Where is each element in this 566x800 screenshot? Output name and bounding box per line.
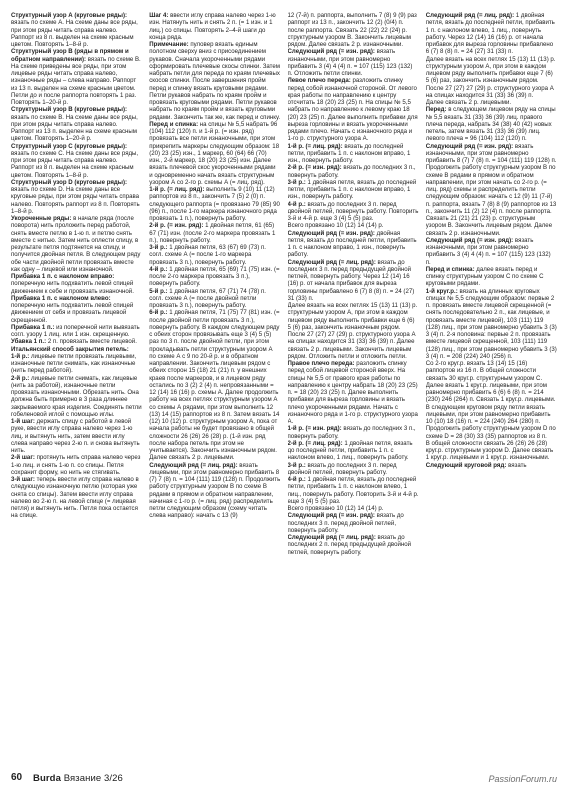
paragraph-text: вязать по схеме А. На схеме даны все ряды, при этом ряды читать справа налево. Раппорт из 8 п. выделен на схеме красным цветом. Повторять 1–8-й р. [11,19,138,48]
paragraph [11,215,142,273]
paragraph-heading: 1-й р. (= лиц. ряд): [149,186,205,193]
page-number: 60 [11,772,23,783]
paragraph-text: 1 двойная петля, 61 (65) 67 (71) изн. (после 2-го маркера провязать 1 п.), повернуть работу. [149,222,276,244]
text-column-3 [288,12,419,764]
paragraph-text: Всего провязано 10 (12) 14 (14) р. [287,505,384,512]
paragraph-heading: Следующий ряд (= лиц. ряд): [287,258,376,266]
paragraph-text: вязать до последних 3 п. перед двойной петлей, повернуть работу. [287,512,404,534]
paragraph-text: 1 двойная петля, 63 (67) 69 (73) п. согл. схеме А (= после 1-го маркера провязать 3 п.), повернуть работу. [149,244,266,266]
paragraph [288,505,419,512]
paragraph [426,462,557,469]
paragraph-text: вязать по схеме D. На схеме даны все круговые ряды, при этом ряды читать справа налево. Повторять раппорт из 8 п. Повторять 1–8-й р. [11,186,140,215]
paragraph-text: лицевые петли снимать, как лицевые (нить за работой), изнаночные петли провязать изнаночными. Обрезать нить. Она должна быть примерно в 3 раза длиннее закрываемого края изделия. Соединять петли гобеленовой иглой с помощью иглы. [11,374,142,418]
paragraph-text: В общей сложности связать 26 (26) 26 (28) круг.р. структурным узором D. Далее связать 1 круг.р. лицевыми и 1 круг.р. изнаночными. [425,439,554,462]
paragraph [11,418,142,454]
paragraph-text: вязать до последних 3 п. перед предыдущей двойной петлей, повернуть работу. Через 12 (14) 16 (16) р. от начала прибавок для выреза горловины прибавлено 6 (7) 8 (8) п. = 24 (27) 31 (33) п. [287,258,415,302]
paragraph-text: 1 двойная петля, 71 (75) 77 (81) изн. (= после двойной петли провязать 3 п.), повернуть работу. В каждом следующем ряду с обеих сторон провязывать еще 3 (4) 5 (5) раз по 3 п. после двойной петли, при этом прокладывать петли структурным узором А по схеме А с 9 по 20-й р. и в обратном направлении. Закончить лицевым рядом с обеих сторон 15 (18) 21 (21) п. у внешних краев после маркеров, и в лицевом ряду остались по 3 (2) 2 (4) п. непровязанными = 12 (14) 16 (16) р. схемы А. Далее продолжить работу на всех петлях структурным узором А со схемы А рядами, при этом выполнить 12 (13) 14 (15) раппортов из 8 п. Затем вязать 14 (12) 10 (12) р. структурным узором А, пока от начала работы не будет провязано в общей сложности 26 (26) 26 (28) р. (1-й изн. ряд после набора петель при этом не учитывается). Закончить изнаночным рядом. Далее связать 2 р. лицевыми. [149,309,280,462]
text-column-4 [426,12,557,764]
paragraph-heading: 1-й р. (= лиц. ряд): [287,142,343,150]
watermark: PassionForum.ru [488,774,557,784]
paragraph [426,440,557,462]
paragraph [11,375,142,419]
paragraph-heading: Левое плечо переда: [287,77,351,85]
paragraph-text: вязать по схеме В. На схеме приведены все ряды, при этом лицевые ряды читать справа налево, изнаночные ряды – слева направо. Раппорт из 13 п. выделен на схеме красным цветом. Петли до и после раппорта повторять 1 раз. Повторять 1–20-й р. [11,55,141,106]
paragraph-heading: 2-й р. (= изн. ряд): [149,222,204,230]
paragraph-heading: Структурный узор D (круговые ряды): [11,178,128,186]
paragraph-heading: 3-й р.: [287,461,306,469]
page-footer [11,772,557,788]
paragraph [149,309,280,461]
paragraph-text: в начале ряда (после поворота) нить проложить перед работой, снять вместе петлю в 1-ю п. и петлю снять вместе с нитью. Затем нить оплести спицу, в результате петля подтянется на спицу, и получится двойная петля. В следующем ряду обе части двойной петли провязать вместе как одну – лицевой или изнаночной. [11,215,141,273]
paragraph-heading: 3-й шаг: [11,476,35,483]
paragraph [288,201,419,223]
paragraph-text: 1 двойная петля, 67 (71) 74 (78) п. согл. схеме А (= после двойной петли провязать 3 п.), повернуть работу. [149,287,266,309]
paragraph-text: вязать до последней петли, прибавить 1 п. с наклоном вправо, 1 изн., повернуть работу. [287,142,411,164]
text-column-2 [149,12,280,764]
paragraph-heading: Структурный узор В (ряды в прямом и обратном направлении): [11,48,129,63]
paragraph [426,106,557,142]
paragraph-heading: 2-й р. (= лиц. ряд): [287,439,343,447]
paragraph [288,77,419,142]
paragraph [288,512,419,534]
paragraph [426,164,557,237]
paragraph-heading: Следующий ряд (= изн. ряд): [287,48,375,56]
paragraph-heading: Итальянский способ закрытия петель: [11,345,129,353]
paragraph [288,360,419,425]
paragraph-text: вязать изнаночными, при этом равномерно прибавить 8 (7) 7 (8) п. = 104 (111) 119 (128) п. [425,142,557,164]
paragraph [149,288,280,310]
paragraph-text: двойная петля, вязать до последней петли, прибавить 1 п. с наклоном вправо, 1 изн., повернуть работу. [287,229,417,259]
paragraph-heading: 3-й р.: [149,244,168,251]
paragraph-heading: Примечание: [149,41,189,48]
paragraph-heading: Перед: [425,106,447,114]
paragraph-heading: Следующий ряд (= изн. ряд): [287,229,375,237]
paragraph-text: вязать лицевыми, при этом равномерно прибавить 8 (7) 7 (8) п. = 104 (111) 119 (128) п. Продолжить работу структурным узором В по схеме В рядами в прямом и обратном направлении, начиная с 1-го р. (= лиц. ряд) распределить петли следующим образом (схему читать слева направо): начать с 13 (9) [149,461,281,520]
paragraph [149,244,280,266]
paragraph [288,230,419,259]
paragraph [149,12,280,41]
paragraph-text: разложить спинку перед собой лицевой стороной вверх. На спицы № 5,5 от правого края работы по направлению к центру набрать 18 (20) 23 (25) п. = 18 (20) 23 (25) п. Далее выполнить прибавки для выреза горловины и вязать плечо укороченными рядами. Начать с изнаночного ряда и 1-го р. структурного узора А. [287,360,418,425]
paragraph [288,164,419,179]
paragraph-text: поперечную нить подхватить левой спицей движением к себе и провязать изнаночной. [11,280,134,295]
paragraph-text: на спицы № 5,5 набрать 96 (104) 112 (120) п. и 1-й р. (= изн. ряд) провязать все петли изнаночными, при этом прикрепить маркеры следующим образом: 18 (20) 23 (25) изн., 1 маркер, 60 (64) 66 (70) изн., 2-й маркер, 18 (20) 23 (25) изн. Далее вязать плечевой скос укороченными рядами и одновременно начать вязать структурным узором А со 2-го р. схемы А (= лиц. ряд). [149,120,280,186]
paragraph [426,425,557,440]
paragraph [426,237,557,266]
paragraph-heading: Правое плечо переда: [287,360,355,367]
paragraph [288,534,419,556]
paragraph [149,41,280,121]
paragraph [288,222,419,229]
paragraph-text: Всего провязано 10 (12) 14 (14) р. [287,222,384,230]
paragraph-text: лицевые петли провязать лицевыми, изнаночные петли снимать, как изнаночные (нить перед работой). [11,352,137,375]
paragraph-text: вязать до последних 3 п., повернуть работу. [287,164,416,179]
paragraph-text: вязать [506,461,527,469]
paragraph-heading: 2-й р.: [11,374,30,382]
paragraph [11,338,142,345]
magazine-issue: 3/26 [104,773,123,784]
paragraph-heading: 2-й шаг: [11,454,35,462]
paragraph [11,12,142,48]
paragraph-text: вязать на длинных круговых спицах № 5,5 следующим образом: первые 2 п. провязать вместе лицевой скрещенной (= снять последовательно 2 п., как лицевые, и провязать вместе лицевой), 103 (111) 119 (128) лиц., при этом равномерно убавить 3 (3) 3 (4) п. 2-я половина: первые 2 п. провязать вместе лицевой скрещенной, 103 (111) 119 (128) лиц., при этом равномерно убавить 3 (3) 3 (4) п. = 208 (224) 240 (256) п. [425,287,557,360]
paragraph-heading: Следующий ряд (= изн. ряд): [425,142,514,150]
paragraph [11,353,142,375]
paragraph-text: 1 двойная петля, вязать до последней петли, прибавить 1 п. с наклоном вправо, 1 изн., повернуть работу. [287,178,417,201]
paragraph [288,179,419,201]
paragraph-text: в следующем лицевом ряду на спицы № 5,5 вязать 31 (33) 36 (39) лиц. правого плеча переда, набрать 34 (38) 40 (42) новых петель, затем вязать 31 (33) 36 (39) лиц. левого плеча = 96 (104) 112 (120) п. [425,106,556,143]
paragraph-text: держать спицу с работой в левой руке, ввести иглу справа налево через 1-ю лиц. и вытянуть нить, затем ввести иглу слева направо через 2-ю п. и снова вытянуть нить. [11,418,140,454]
paragraph-text: Со 2-го круг.р. вязать 13 (14) 15 (16) раппортов из 16 п. В общей сложности связать 30 круг.р. структурным узором С. [425,360,543,382]
paragraph-heading: Прибавка 1 п.: [11,323,55,331]
paragraph-heading: 1-й р.: [11,352,30,360]
paragraph-heading: Укороченные ряды: [11,215,72,222]
paragraph-text: 2 п. провязать вместе лицевой. [46,338,137,346]
paragraph-text: вязать до последних 3 п. перед двойной петлей, повернуть работу. [287,461,397,476]
paragraph-text: вязать до последних 3 п. перед двойной петлей, повернуть работу. Повторить 3-й и 4-й р. еще 3 (4) 5 (5) раз. [287,200,419,222]
paragraph-heading: 5-й р.: [149,287,168,295]
paragraph-heading: 4-й р.: [287,200,306,208]
paragraph-text: Продолжить работу структурным узором D по схеме D = 28 (30) 33 (35) раппортов из 8 п. [425,425,556,440]
paragraph-text: 1 двойная петля, вязать до последней петли, прибавить 1 п. с наклоном влево, 1 лиц., повернуть работу. [287,439,413,462]
paragraph-text: пуловер вязать единым полотном сверху вниз с присоединением рукавов. Сначала укороченными рядами сформировать плечевые скосы спинки. Затем набрать петли для переда по краям плечевых скосов спинки. После завершения пройм перед и спинку вязать круговыми рядами. Петли рукавов набрать по краям пройм и провязать круговыми рядами. Петли рукавов набрать по краям пройм и вязать круговыми рядами. Закончить так же, как перед и спинку. [149,41,281,121]
paragraph-heading: Следующий ряд (= лиц. ряд): [287,534,376,541]
paragraph-heading: Шаг 4: [149,12,169,19]
paragraph [11,143,142,179]
paragraph [426,266,557,288]
paragraph-heading: 1-й р. (= изн. ряд): [287,425,342,433]
paragraph [288,462,419,477]
paragraph-heading: 1-й круг.р.: [425,287,458,295]
paragraph-heading: Прибавка 1 п. с наклоном вправо: [11,273,115,280]
paragraph [288,143,419,165]
paragraph [149,121,280,186]
paragraph [11,346,142,353]
magazine-name: Вязание [63,773,102,784]
paragraph-text: далее вязать перед и спинку структурным узором С по схеме С круговыми рядами. [425,265,544,288]
paragraph [11,295,142,324]
paragraph-heading: Структурный узор С (круговые ряды): [11,142,128,150]
paragraph-text: Далее связать 2 р. лицевыми. [425,99,512,106]
paragraph-text: Далее вязать 1 круг.р. лицевыми, при этом равномерно прибавить 6 (6) 6 (8) п. = 214 (230) 246 (264) п. Связать 1 круг.р. лицевыми. В следующем круговом ряду петли вязать лицевыми, при этом равномерно прибавить 10 (10) 18 (16) п. = 224 (240) 264 (280) п. [425,381,556,425]
paragraph-heading: Следующий ряд (= изн. ряд): [287,512,375,520]
paragraph-text: Далее вязать на всех петлях 15 (13) 11 (13) р. структурным узором А, при этом в каждом лицевом ряду выполнить прибавки еще 6 (6) 5 (6) раз, закончить изнаночным рядом. После 27 (27) 27 (29) р. структурного узора А на спицах находится 31 (33) 36 (39) п. Далее связать 2 р. лицевыми. Закончить лицевым рядом. Отложить петли и отложить петли. [287,302,418,360]
paragraph [288,12,419,48]
paragraph-text: ввести иглу справа налево через 1-ю изн. Натянуть нить и снять 2 п. (= 1 изн. и 1 лиц.) со спицы. Повторять 2–4-й шаги до конца ряда. [149,12,276,41]
magazine-title [33,773,123,784]
paragraph-text: поперечную нить подхватить левой спицей движением от себя и провязать лицевой скрещенной. [11,302,134,324]
paragraph [11,106,142,142]
paragraph-heading: Следующий ряд (= лиц. ряд): [425,12,515,19]
paragraph [11,324,142,339]
paragraph-heading: 4-й р.: [287,476,306,483]
paragraph-text: теперь ввести иглу справа налево в следующую изнаночную петлю (которая уже снята со спицы). Затем ввести иглу справа налево во 2-ю п. на левой спице (= лицевая петля) и вытянуть нить. Петля пока остается на спице. [11,476,139,520]
paragraph-heading: Структурный узор А (круговые ряды): [11,12,128,19]
paragraph [426,12,557,56]
paragraph-text: вязать до последних 3 п., повернуть работу. [287,425,416,440]
paragraph-text: разложить спинку перед собой изнаночной стороной. От левого края работы по направлению к центру отсчитать 18 (20) 23 (25) п. На спицы № 5,5 набрать по направлению к левому краю 18 (20) 23 (25) п. Далее выполнить прибавки для выреза горловины и вязать укороченными рядами плечо. Начать с изнаночного ряда и 1-го р. структурного узора А. [287,77,418,143]
paragraph [426,382,557,426]
paragraph [288,440,419,462]
paragraph [11,179,142,215]
paragraph-text: вязать изнаночными, при этом равномерно прибавить 3 (4) 4 (4) п. = 107 (115) 123 (132) п. Отложить петли спинки. [287,48,413,77]
text-columns [11,12,557,764]
paragraph [149,462,280,520]
magazine-brand: Burda [33,773,61,784]
paragraph-heading: Структурный узор В (круговые ряды): [11,106,128,114]
paragraph [426,360,557,382]
paragraph-heading: Следующий ряд (= лиц. ряд): [149,461,238,469]
paragraph [149,222,280,244]
paragraph-heading: 6-й р.: [149,309,168,317]
paragraph-heading: Перед и спинка: [425,265,475,273]
paragraph [426,143,557,165]
paragraph [426,288,557,361]
paragraph [149,266,280,288]
paragraph [11,273,142,295]
paragraph-text: 12 (7-й) п. раппорта, выполнить 7 (8) 9 (9) раз раппорт из 13 п., закончить 12 (2) (0/4) п. после раппорта. Связать 22 (22) 22 (24) р. структурным узором В. Закончить лицевым рядом. Далее связать 2 р. изнаночными. [287,12,417,48]
paragraph-heading: Следующий круговой ряд: [425,461,507,469]
paragraph-text: 1 двойная петля, вязать до последней петли, прибавить 1 п. с наклоном влево, 1 лиц., повернуть работу. Через 12 (14) 16 (16) р. от начала прибавок для выреза горловины прибавлено 6 (7) 8 (8) п. = 24 (27) 31 (33) п. [425,12,555,56]
paragraph-text: Далее вязать на всех петлях 15 (13) 11 (13) р. структурным узором А, при этом в каждом лицевом ряду выполнить прибавки еще 7 (6) 5 (6) раз, закончить изнаночным рядом. После 27 (27) 27 (29) р. структурного узора А на спицах находится 31 (33) 36 (39) п. [425,55,556,99]
paragraph-text: выполнить 9 (10) 11 (12) раппортов из 8 п., закончить 7 (5) 2 (0) п. следующего раппорта (= провязано 79 (85) 90 (96) п., после 1-го маркера изнаночного ряда провязать 1 п.), повернуть работу. [149,186,280,222]
paragraph-text: из поперечной нити вывязать согл. узору 1 лиц. или 1 изн. скрещенную. [11,323,140,338]
paragraph-text: протянуть нить справа налево через 1-ю лиц. и снять 1-ю п. со спицы. Петля сохранит форму, но нить не стягивать. [11,454,141,476]
paragraph-heading: 2-й р. (= изн. ряд): [287,164,342,172]
paragraph [11,454,142,476]
paragraph-text: вязать изнаночными, при этом равномерно прибавить 3 (4) 4 (4) п. = 107 (115) 123 (132) п. [425,236,551,266]
paragraph [288,48,419,77]
paragraph-text: вязать по схеме С. На схеме даны все ряды, при этом ряды читать справа налево. Раппорт из 8 п. выделен на схеме красным цветом. Повторять 1–8-й р. [11,149,139,179]
paragraph-text: вязать до последних 2 п. перед предыдущей двойной петлей, повернуть работу. [287,534,412,556]
paragraph [11,48,142,106]
paragraph [426,56,557,100]
paragraph-heading: Следующий ряд (= изн. ряд): [425,236,514,244]
paragraph [288,259,419,303]
paragraph [426,99,557,106]
paragraph-text: Продолжить работу структурным узором В по схеме В рядами в прямом и обратном направлении, при этом начать со 2-го р. (= лиц. ряд) схемы и распределить петли следующим образом: начать с 12 (9) 11 (7-й) п. раппорта, вязать 7 (8) 8 (9) раппортов из 13 п., закончить 11 (2) 12 (4) п. после раппорта. Связать 21 (21) 21 (23) р. структурным узором В. Закончить лицевым рядом. Далее связать 2 р. изнаночными. [425,164,557,237]
paragraph-text: вязать по схеме В. На схеме даны все ряды, при этом ряды читать справа налево. Раппорт из 13 п. выделен на схеме красным цветом. Повторять 1–20-й р. [11,113,138,143]
paragraph [288,476,419,505]
paragraph [11,476,142,520]
paragraph-heading: Прибавка 1 п. с наклоном влево: [11,294,111,302]
paragraph-text: 1 двойная петля, 65 (69) 71 (75) изн. (= после 2-го маркера провязать 3 п.), повернуть работу. [149,265,280,288]
paragraph-heading: Перед и спинка: [149,120,199,128]
paragraph-heading: 3-й р.: [287,178,306,186]
paragraph [288,302,419,360]
paragraph [288,425,419,440]
text-column-1 [11,12,142,764]
paragraph-heading: 4-й р.: [149,265,168,273]
paragraph-text: 1 двойная петля, вязать до последней петли, прибавить 1 п. с наклоном влево, 1 лиц., повернуть работу. Повторить 3-й и 4-й р. еще 3 (4) 5 (5) раз. [287,476,419,505]
paragraph-heading: Убавка 1 п.: [11,338,47,346]
paragraph-heading: 1-й шаг: [11,418,35,425]
paragraph [149,186,280,222]
